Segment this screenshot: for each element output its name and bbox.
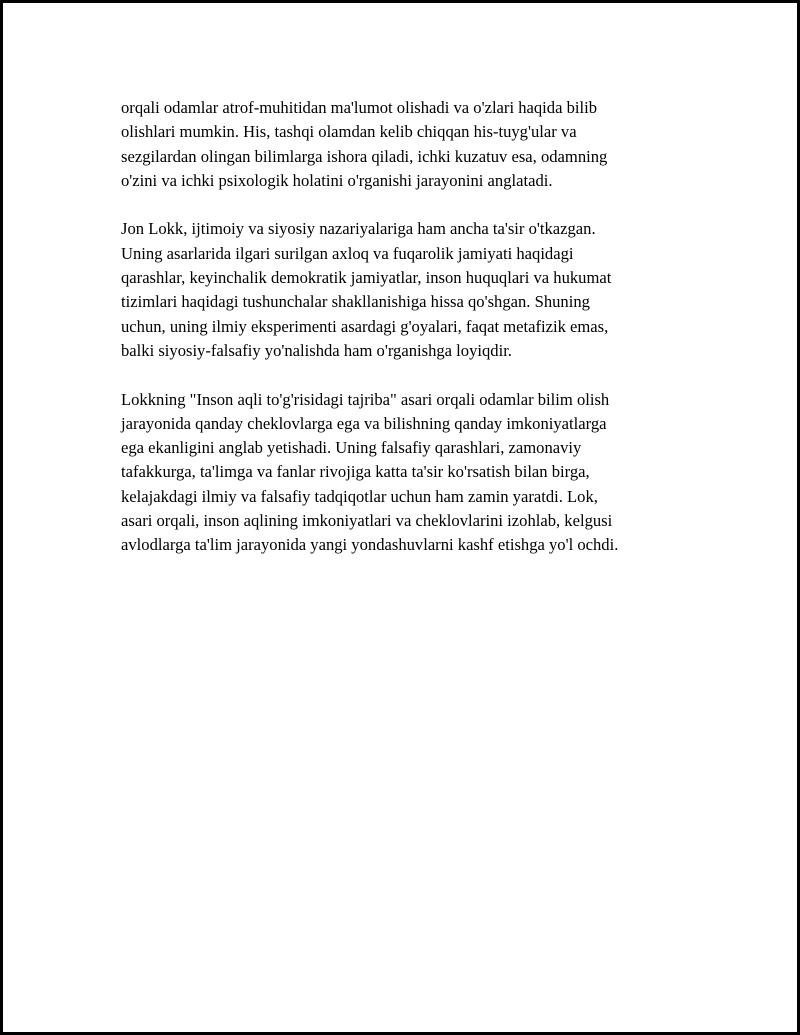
text-line: tizimlari haqidagi tushunchalar shakllanishiga hissa qo'shgan. Shuning <box>121 292 590 312</box>
text-line: tafakkurga, ta'limga va fanlar rivojiga katta ta'sir ko'rsatish bilan birga, <box>121 462 590 482</box>
text-line: Lokkning "Inson aqli to'g'risidagi tajriba" asari orqali odamlar bilim olish <box>121 389 610 409</box>
text-line: o'zini va ichki psixologik holatini o'rganishi jarayonini anglatadi. <box>121 170 553 190</box>
text-line: Jon Lokk, ijtimoiy va siyosiy nazariyalariga ham ancha ta'sir o'tkazgan. <box>121 219 596 239</box>
paragraph-3 <box>121 388 681 558</box>
text-line: asari orqali, inson aqlining imkoniyatlari va cheklovlarini izohlab, kelgusi <box>121 511 613 531</box>
paragraph-1 <box>121 96 681 193</box>
text-line: qarashlar, keyinchalik demokratik jamiyatlar, inson huquqlari va hukumat <box>121 268 612 288</box>
text-line: kelajakdagi ilmiy va falsafiy tadqiqotlar uchun ham zamin yaratdi. Lok, <box>121 486 598 506</box>
text-line: uchun, uning ilmiy eksperimenti asardagi g'oyalari, faqat metafizik emas, <box>121 316 609 336</box>
text-line: olishlari mumkin. His, tashqi olamdan kelib chiqqan his-tuyg'ular va <box>121 122 577 142</box>
text-line: ega ekanligini anglab yetishadi. Uning falsafiy qarashlari, zamonaviy <box>121 438 582 458</box>
document-body <box>121 96 681 582</box>
text-line: Uning asarlarida ilgari surilgan axloq va fuqarolik jamiyati haqidagi <box>121 243 574 263</box>
text-line: balki siyosiy-falsafiy yo'nalishda ham o'rganishga loyiqdir. <box>121 340 512 360</box>
text-line: jarayonida qanday cheklovlarga ega va bilishning qanday imkoniyatlarga <box>121 413 607 433</box>
text-line: orqali odamlar atrof-muhitidan ma'lumot olishadi va o'zlari haqida bilib <box>121 98 598 117</box>
text-line: avlodlarga ta'lim jarayonida yangi yondashuvlarni kashf etishga yo'l ochdi. <box>121 535 619 555</box>
text-line: sezgilardan olingan bilimlarga ishora qiladi, ichki kuzatuv esa, odamning <box>121 146 608 166</box>
paragraph-2 <box>121 217 681 363</box>
